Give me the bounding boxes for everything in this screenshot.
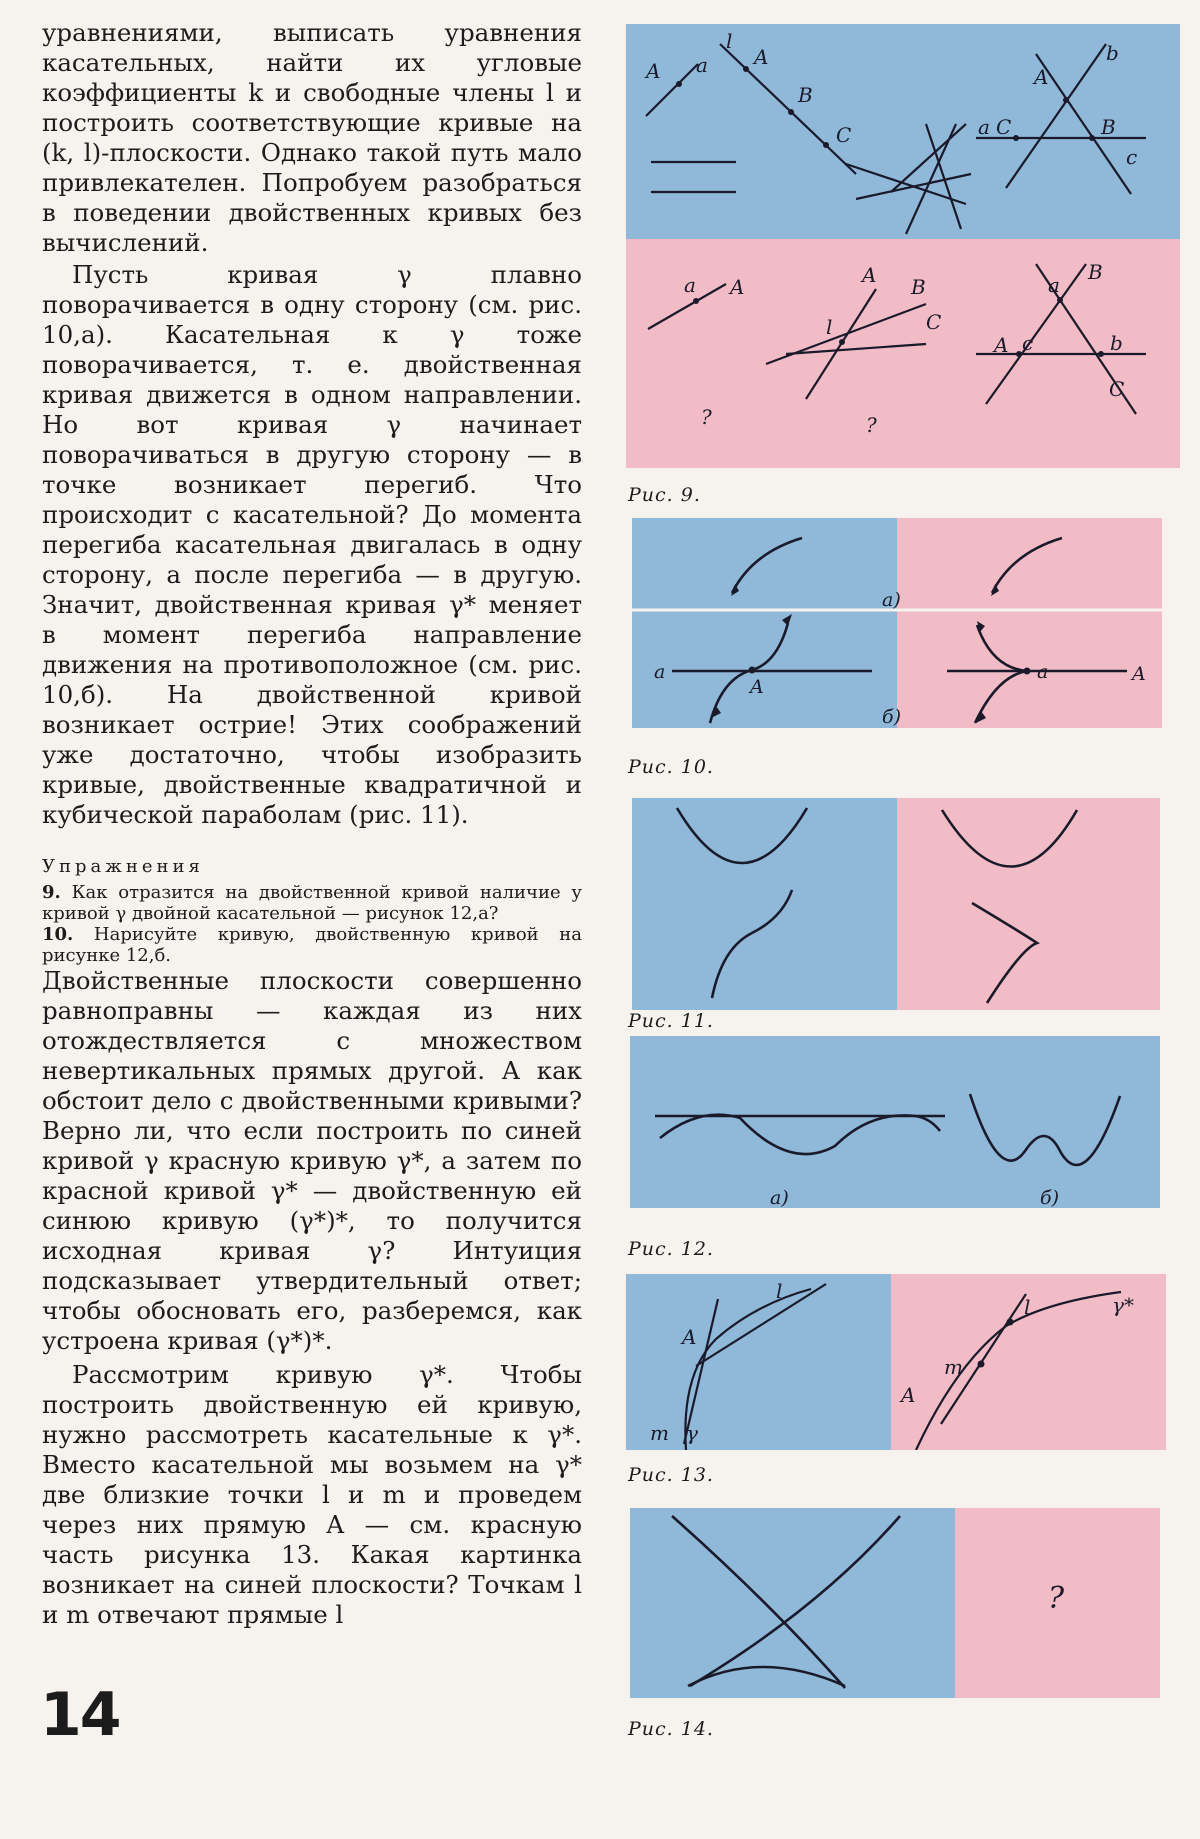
fig13-blue-label: γ — [686, 1421, 698, 1445]
exercise-10 — [42, 924, 582, 966]
fig13-red-label: m — [944, 1355, 963, 1379]
fig9-label: A — [994, 333, 1009, 357]
fig9-label: c — [1022, 331, 1034, 355]
fig9-label: l — [726, 29, 733, 53]
exercises-heading: Упражнения — [42, 856, 204, 877]
fig13-blue-label: l — [776, 1279, 783, 1303]
fig11-caption: Рис. 11. — [628, 1010, 714, 1032]
fig12-label-a: а) — [770, 1187, 789, 1208]
fig13-red-label: l — [1024, 1295, 1031, 1319]
fig13-red-label: γ* — [1112, 1293, 1134, 1317]
fig13-blue-label: A — [682, 1325, 697, 1349]
fig9-label: B — [911, 275, 926, 299]
fig9-label: B — [798, 83, 813, 107]
fig9-label: A — [862, 263, 877, 287]
figure-13 — [626, 1274, 1166, 1450]
fig9-label: a — [1048, 273, 1060, 297]
paragraph-1: уравнениями, выписать уравнения касательных, найти их угловые коэффициенты k и свободные члены l и построить соответствующие кривые на (k, l)-плоскости. Однако такой путь мало привлекателен. Попробуем разобраться в поведении двойственных кривых без вычислений. — [42, 18, 582, 257]
page-number: 14 — [40, 1680, 120, 1750]
fig9-question: ? — [701, 405, 712, 429]
fig9-caption: Рис. 9. — [628, 484, 701, 506]
fig10-dual-point: a — [1037, 661, 1049, 683]
fig9-label: A — [730, 275, 745, 299]
fig9-label: B — [1088, 260, 1103, 284]
fig14-question: ? — [1048, 1581, 1065, 1616]
fig9-label: a — [684, 273, 696, 297]
fig9-label: C — [926, 310, 942, 334]
fig9-question: ? — [866, 413, 877, 437]
fig9-label: C — [1109, 377, 1125, 401]
fig9-label: a — [978, 115, 990, 139]
fig13-red-label: A — [901, 1383, 916, 1407]
exercise-10-number: 10. — [42, 924, 74, 945]
fig9-label: b — [1106, 41, 1119, 65]
fig10-red-plane — [897, 518, 1162, 728]
paragraph-3: Двойственные плоскости совершенно равноправны — каждая из них отождествляется с множеством невертикальных прямых другой. А как обстоит дело с двойственными кривыми? Верно ли, что если построить по синей кривой γ красную кривую γ*, а затем по красной кривой γ* — двойственную ей синюю кривую (γ*)*, то получится исходная кривая γ? Интуиция подсказывает утвердительный ответ; чтобы обосновать его, разберемся, как устроена кривая (γ*)*. — [42, 966, 582, 1355]
fig10-caption: Рис. 10. — [628, 756, 714, 778]
figure-14 — [630, 1508, 1160, 1698]
fig11-blue-plane — [632, 798, 897, 1010]
fig9-label: C — [836, 123, 852, 147]
fig12-blue-plane — [630, 1036, 1160, 1208]
exercise-10-text: Нарисуйте кривую, двойственную кривой на рисунке 12,б. — [42, 924, 582, 966]
figure-11 — [632, 798, 1160, 1010]
figure-10 — [632, 518, 1162, 728]
exercise-9-number: 9. — [42, 882, 61, 903]
fig13-blue-label: m — [650, 1421, 669, 1445]
fig9-label: a — [696, 53, 708, 77]
fig12-label-b: б) — [1040, 1187, 1060, 1208]
fig9-label: c — [1126, 145, 1138, 169]
fig14-caption: Рис. 14. — [628, 1718, 714, 1740]
fig9-label: A — [646, 59, 661, 83]
fig10-dual-line: A — [1132, 663, 1146, 685]
figure-9 — [626, 24, 1180, 468]
fig10-blue-plane — [632, 518, 897, 728]
fig10-point-label: A — [750, 676, 764, 698]
fig9-label: B — [1101, 115, 1116, 139]
fig9-label: C — [996, 115, 1012, 139]
text-column — [42, 18, 582, 1630]
figure-12 — [630, 1036, 1160, 1208]
exercise-9-text: Как отразится на двойственной кривой наличие у кривой γ двойной касательной — рисунок 12,а? — [42, 882, 582, 924]
exercise-9 — [42, 882, 582, 924]
fig12-caption: Рис. 12. — [628, 1238, 714, 1260]
fig9-label: A — [1034, 65, 1049, 89]
paragraph-4: Рассмотрим кривую γ*. Чтобы построить двойственную ей кривую, нужно рассмотреть касательные к γ*. Вместо касательной мы возьмем на γ* две близкие точки l и m и проведем через них прямую A — см. красную часть рисунка 13. Какая картинка возникает на синей плоскости? Точкам l и m отвечают прямые l — [42, 1360, 582, 1629]
fig9-label: l — [826, 315, 833, 339]
fig13-caption: Рис. 13. — [628, 1464, 714, 1486]
fig11-red-plane — [897, 798, 1160, 1010]
fig9-label: A — [754, 45, 769, 69]
fig9-label: b — [1110, 331, 1123, 355]
fig10-label-b: б) — [882, 706, 902, 728]
fig10-line-label: a — [654, 661, 666, 683]
paragraph-2: Пусть кривая γ плавно поворачивается в одну сторону (см. рис. 10,а). Касательная к γ тоже поворачивается, т. е. двойственная кривая движется в одном направлении. Но вот кривая γ начинает поворачиваться в другую сторону — в точке возникает перегиб. Что происходит с касательной? До момента перегиба касательная двигалась в одну сторону, а после перегиба — в другую. Значит, двойственная кривая γ* меняет в момент перегиба направление движения на противоположное (см. рис. 10,б). На двойственной кривой возникает острие! Этих соображений уже достаточно, чтобы изобразить кривые, двойственные квадратичной и кубической параболам (рис. 11). — [42, 260, 582, 829]
fig10-label-a: а) — [882, 589, 901, 611]
